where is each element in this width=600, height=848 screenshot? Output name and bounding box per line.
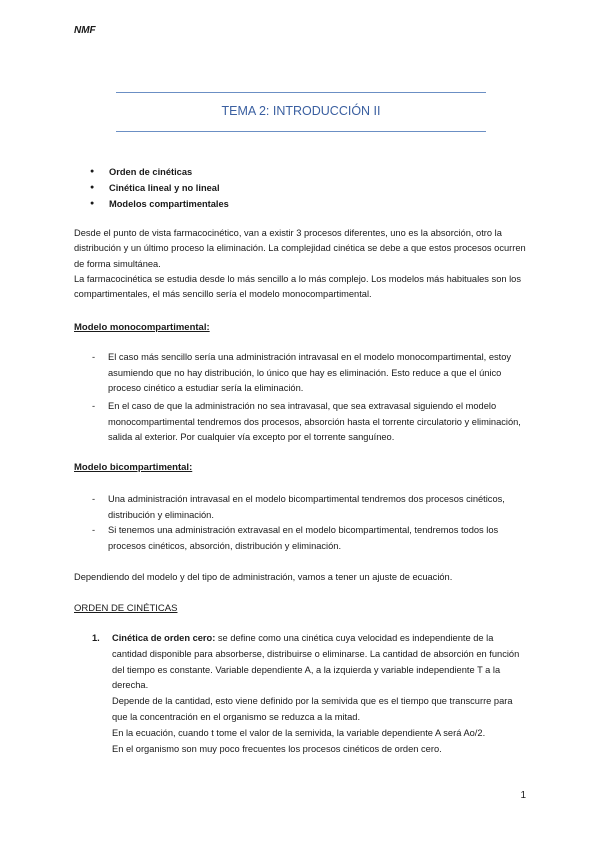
mono-item: El caso más sencillo sería una administración intravasal en el modelo monocompartimental, estoy asumiendo que no hay distribución, lo único que hay es eliminación. Esto reduce a que el único proceso cinético a estudiar sería la eliminación. bbox=[108, 352, 512, 393]
orden-item-paragraph: En el organismo son muy poco frecuentes los procesos cinéticos de orden cero. bbox=[112, 743, 442, 754]
dash-marker: - bbox=[92, 352, 96, 362]
orden-item-definition bbox=[112, 631, 527, 694]
topic-list bbox=[90, 164, 229, 212]
orden-definition-text: se define como una cinética cuya velocidad es independiente de la cantidad disponible para absorberse, distribuirse o eliminarse. La cantidad de absorción en función del tiempo es constante. Variable dependiente A, a la izquierda y variable independiente T a la derecha. bbox=[112, 633, 520, 691]
orden-item-paragraph: Depende de la cantidad, esto viene definido por la semivida que es el tiempo que transcurre para que la concentración en el organismo se reduzca a la mitad. bbox=[112, 696, 513, 722]
title-rule-top bbox=[116, 92, 486, 93]
bi-item: Una administración intravasal en el modelo bicompartimental tendremos dos procesos cinéticos, distribución y eliminación. bbox=[108, 494, 505, 520]
list-number: 1. bbox=[92, 633, 100, 643]
intro-paragraph-1: Desde el punto de vista farmacocinético, van a existir 3 procesos diferentes, uno es la absorción, otro la distribución y un último proceso la eliminación. La complejidad cinética se debe a que estos procesos ocurren de forma simultánea. bbox=[74, 228, 526, 269]
orden-item-body bbox=[112, 631, 527, 757]
mono-item: En el caso de que la administración no sea intravasal, que sea extravasal siguiendo el modelo monocompartimental tendremos dos procesos, absorción hasta el torrente circulatorio y eliminación, salida al exterior. Por cualquier vía excepto por el torrente sanguíneo. bbox=[108, 401, 521, 442]
page-number: 1 bbox=[520, 790, 526, 801]
intro-paragraph-2: La farmacocinética se estudia desde lo más sencillo a lo más complejo. Los modelos más habituales son los compartimentales, el más sencillo sería el modelo monocompartimental. bbox=[74, 274, 521, 300]
mono-heading: Modelo monocompartimental: bbox=[74, 322, 210, 333]
bi-heading: Modelo bicompartimental: bbox=[74, 462, 193, 473]
title-rule-bottom bbox=[116, 131, 486, 132]
orden-heading: ORDEN DE CINÉTICAS bbox=[74, 603, 178, 614]
topic-item: ● Cinética lineal y no lineal bbox=[90, 180, 229, 196]
bi-item: Si tenemos una administración extravasal en el modelo bicompartimental, tendremos todos los procesos cinéticos, absorción, distribución y eliminación. bbox=[108, 525, 499, 551]
dash-marker: - bbox=[92, 525, 96, 535]
orden-item-paragraph: En la ecuación, cuando t tome el valor de la semivida, la variable dependiente A será Ao/2. bbox=[112, 727, 486, 738]
orden-term: Cinética de orden cero: bbox=[112, 633, 216, 643]
closing-paragraph: Dependiendo del modelo y del tipo de administración, vamos a tener un ajuste de ecuación. bbox=[74, 572, 453, 582]
page-title: TEMA 2: INTRODUCCIÓN II bbox=[221, 104, 381, 118]
dash-marker: - bbox=[92, 401, 96, 411]
topic-item: ● Orden de cinéticas bbox=[90, 164, 229, 180]
dash-marker: - bbox=[92, 494, 96, 504]
header-tag: NMF bbox=[74, 25, 96, 36]
topic-item: ● Modelos compartimentales bbox=[90, 196, 229, 212]
